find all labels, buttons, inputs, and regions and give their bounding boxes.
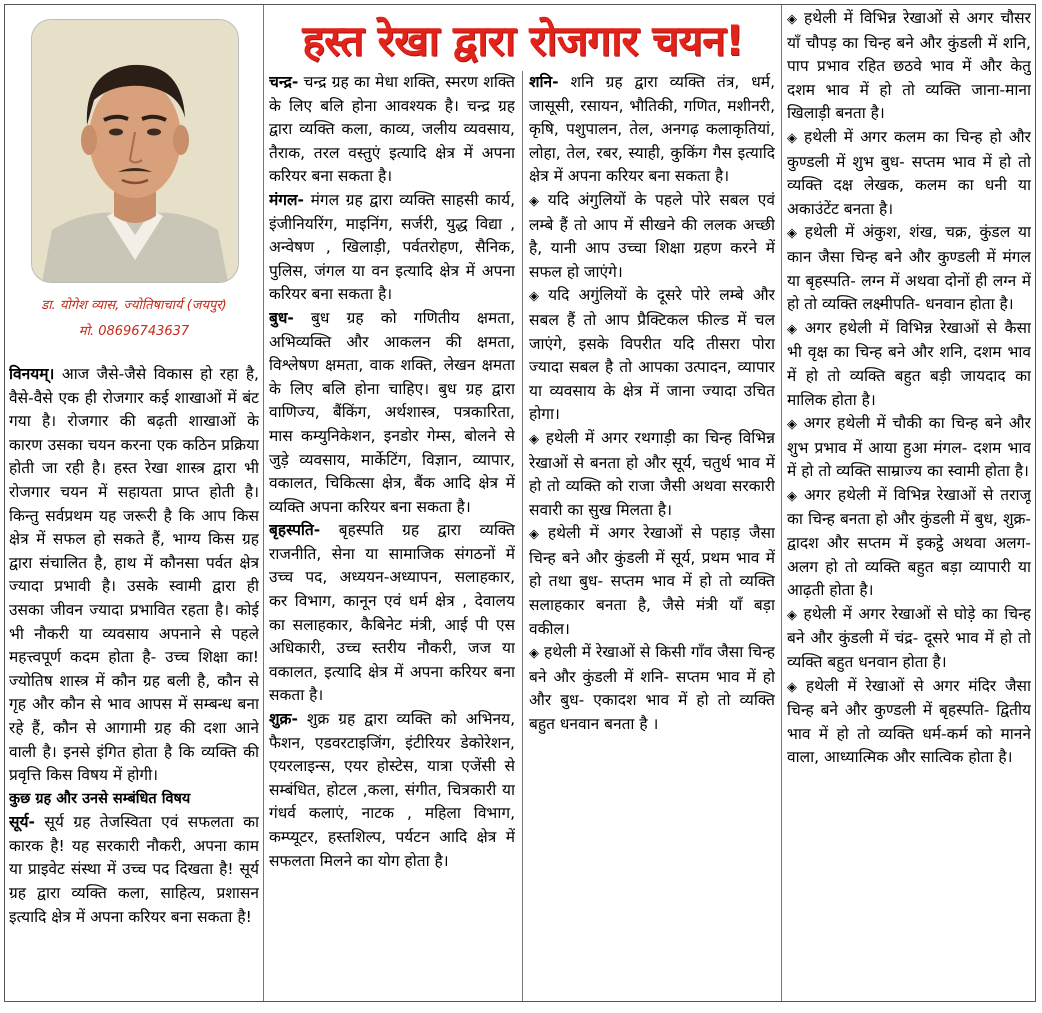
planet-name: मंगल- xyxy=(269,190,304,209)
author-photo xyxy=(31,19,239,283)
column-divider xyxy=(522,71,523,1001)
point-item: ◈ हथेली में अगर रेखाओं से पहाड़ जैसा चिन्ह बने और कुंडली में सूर्य, प्रथम भाव में हो तथा बुध- सप्तम भाव में हो तो व्यक्ति सलाहकार बनता है, जैसे मंत्री याँ बड़ा वकील। xyxy=(529,524,775,638)
planet-text: चन्द्र ग्रह का मेधा शक्ति, स्मरण शक्ति के लिए बलि होना आवश्यक है। चन्द्र ग्रह द्वारा व्यक्ति कला, काव्य, जलीय व्यवसाय, तैराक, तरल वस्तुएं इत्यादि क्षेत्र में अपना करियर बना सकता है। xyxy=(269,73,515,186)
author-portrait-image xyxy=(32,20,238,282)
diamond-bullet-icon: ◈ xyxy=(787,417,797,433)
planet-name: बृहस्पति- xyxy=(269,521,321,540)
planet-text: बृहस्पति ग्रह द्वारा व्यक्ति राजनीति, सेना या सामाजिक संगठनों में उच्च पद, अध्ययन-अध्यापन, सलाहकार, कर विभाग, कानून एवं धर्म क्षेत्र , देवालय का सलाहकार, कैबिनेट मंत्री, आई पी एस अधिकारी, उच्च स्तरीय नौकरी, जज या वकालत, इत्यादि क्षेत्र में अपना करियर बना सकता है। xyxy=(269,521,515,705)
author-name: डा. योगेश व्यास, ज्योतिषाचार्य (जयपुर) xyxy=(41,298,227,313)
column-4 xyxy=(787,7,1031,1001)
intro-paragraph xyxy=(9,363,259,788)
column-1 xyxy=(9,5,259,1001)
intro-text: आज जैसे-जैसे विकास हो रहा है, वैसे-वैसे एक ही रोजगार कई शाखाओं में बंट गया है। रोजगार की बढ़ती शाखाओं के कारण उसका चयन करना एक कठिन प्रक्रिया होती जा रही है। हस्त रेखा शास्त्र द्वारा भी रोजगार चयन में सहायता प्राप्त होती है। किन्तु सर्वप्रथम यह जरूरी है कि आप किस क्षेत्र में सफल हो सकते हैं, भाग्य किस ग्रह द्वारा संचालित है, हाथ में कौनसा पर्वत क्षेत्र ज्यादा प्रभावी है। उसके स्वामी द्वारा ही उसका जीवन ज्यादा प्रभावित रहता है। कोई भी नौकरी या व्यवसाय अपनाने से पहले महत्त्वपूर्ण कदम होता है- उच्च शिक्षा का! ज्योतिष शास्त्र में कौन ग्रह बली है, कौन से गृह और कौन से भाव आपस में सम्बन्ध बना रहे हैं, कौन से आगामी ग्रह की दशा आने वाली है। इनसे इंगित होता है कि व्यक्ति की प्रवृत्ति किस विषय में होगी। xyxy=(9,365,259,785)
diamond-bullet-icon: ◈ xyxy=(787,488,797,504)
diamond-bullet-icon: ◈ xyxy=(787,607,797,623)
author-phone: मो. 08696743637 xyxy=(78,324,190,339)
diamond-bullet-icon: ◈ xyxy=(529,289,539,305)
point-item: ◈ हथेली में अगर रेखाओं से घोड़े का चिन्ह बने और कुंडली में चंद्र- दूसरे भाव में हो तो व्यक्ति बहुत धनवान होता है। xyxy=(787,604,1031,672)
intro-lead: विनयम्। xyxy=(9,365,55,383)
planet-text: शुक्र ग्रह द्वारा व्यक्ति को अभिनय, फैशन, एडवरटाइजिंग, इंटीरियर डेकोरेशन, एयरलाइन्स, एयर होस्टेस, यात्रा एजेंसी से सम्बंधित, होटल ,कला, संगीत, चित्रकारी या गंधर्व कलाएं, नाटक , महिला विभाग, कम्प्यूटर, हस्तशिल्प, पर्यटन आदि क्षेत्र में सफलता मिलने का योग होता है। xyxy=(269,710,515,870)
point-item: ◈ यदि अगुंलियों के दूसरे पोरे लम्बे और सबल हैं तो आप प्रैक्टिकल फील्ड में चल जाएंगे, इसके विपरीत यदि तीसरा पोरा ज्यादा सबल है तो आपका उत्पादन, व्यापार या व्यवसाय के क्षेत्र में जाना ज्यादा उचित होगा। xyxy=(529,286,775,424)
diamond-bullet-icon: ◈ xyxy=(529,193,539,209)
subheading: कुछ ग्रह और उनसे सम्बंधित विषय xyxy=(9,790,191,807)
planet-paragraph-venus xyxy=(269,708,515,873)
planet-paragraph-moon xyxy=(269,71,515,189)
planet-text: सूर्य ग्रह तेजस्विता एवं सफलता का कारक है! यह सरकारी नौकरी, अपना काम या प्राइवेट संस्था में उच्च पद दिखता है! सूर्य ग्रह द्वारा व्यक्ति कला, साहित्य, प्रशासन इत्यादि क्षेत्र में अपना करियर बना सकता है! xyxy=(9,813,259,926)
diamond-bullet-icon: ◈ xyxy=(529,646,539,662)
point-item: ◈ हथेली में अगर रथगाड़ी का चिन्ह विभिन्न रेखाओं से बनता हो और सूर्य, चतुर्थ भाव में हो तो व्यक्ति को राजा जैसी अथवा सरकारी सवारी का सुख मिलता है। xyxy=(529,428,775,519)
point-item: ◈ अगर हथेली में विभिन्न रेखाओं से कैसा भी वृक्ष का चिन्ह बने और शनि, दशम भाव में हो तो व्यक्ति बहुत बड़ी जायदाद का मालिक होता है। xyxy=(787,318,1031,409)
planet-text: बुध ग्रह को गणितीय क्षमता, अभिव्यक्ति और आकलन की क्षमता, विश्लेषण क्षमता, वाक शक्ति, लेखन क्षमता के लिए बलि होना चाहिए। बुध ग्रह द्वारा वाणिज्य, बैंकिंग, अर्थशास्त्र, पत्रकारिता, मास कम्युनिकेशन, इनडोर गेम्स, बोलने से जुड़े व्यवसाय, मार्केटिंग, विज्ञान, व्यापार, वकालत, चिकित्सा क्षेत्र, बैंक आदि क्षेत्र में व्यक्ति अपना करियर बना सकता है। xyxy=(269,308,515,516)
column-divider xyxy=(781,5,782,1001)
diamond-bullet-icon: ◈ xyxy=(787,130,797,146)
point-item: ◈ अगर हथेली में विभिन्न रेखाओं से तराजू का चिन्ह बनता हो और कुंडली में बुध, शुक्र- द्वादश और सप्तम में इकट्ठे अथवा अलग-अलग हो तो व्यक्ति बहुत बड़ा व्यापारी या आढ़ती होता है। xyxy=(787,485,1031,600)
diamond-bullet-icon: ◈ xyxy=(787,226,797,242)
diamond-bullet-icon: ◈ xyxy=(787,679,797,695)
point-item: ◈ हथेली में अंकुश, शंख, चक्र, कुंडल या कान जैसा चिन्ह बने और कुण्डली में मंगल या बृहस्पति- लग्न में अथवा दोनों ही लग्न में हो तो व्यक्ति लक्ष्मीपति- धनवान होता है। xyxy=(787,223,1031,314)
column-divider xyxy=(263,5,264,1001)
column-2-body xyxy=(269,71,515,1001)
diamond-bullet-icon: ◈ xyxy=(529,431,539,447)
planet-name: शनि- xyxy=(529,73,559,91)
point-item: ◈ अगर हथेली में चौकी का चिन्ह बने और शुभ प्रभाव में आया हुआ मंगल- दशम भाव में हो तो व्यक्ति साम्राज्य का स्वामी होता है। xyxy=(787,414,1031,481)
planet-name: बुध- xyxy=(269,308,294,327)
planet-text: मंगल ग्रह द्वारा व्यक्ति साहसी कार्य, इंजीनियरिंग, माइनिंग, सर्जरी, युद्ध विद्या , अन्वेषण , खिलाड़ी, पर्वतरोहण, सैनिक, पुलिस, जंगल या वन इत्यादि क्षेत्र में अपना करियर बना सकता है। xyxy=(269,190,515,304)
point-item: ◈ हथेली में रेखाओं से अगर मंदिर जैसा चिन्ह बने और कुण्डली में बृहस्पति- द्वितीय भाव में हो तो व्यक्ति धर्म-कर्म को मानने वाला, आध्यात्मिक और सात्विक होता है। xyxy=(787,676,1031,767)
planet-name: शुक्र- xyxy=(269,710,298,729)
planet-paragraph-mars xyxy=(269,189,515,307)
point-item: ◈ हथेली में रेखाओं से किसी गाँव जैसा चिन्ह बने और कुंडली में शनि- सप्तम भाव में हो और बुध- एकादश भाव में हो तो व्यक्ति बहुत धनवान बनता है । xyxy=(529,643,775,734)
planet-paragraph-saturn xyxy=(529,71,775,189)
column-3 xyxy=(529,71,775,1001)
point-item: ◈ हथेली में अगर कलम का चिन्ह हो और कुण्डली में शुभ बुध- सप्तम भाव में हो तो व्यक्ति दक्ष लेखक, कलम का धनी या अकाउंटेंट बनता है। xyxy=(787,127,1031,218)
diamond-bullet-icon: ◈ xyxy=(787,321,797,337)
point-item: ◈ हथेली में विभिन्न रेखाओं से अगर चौसर याँ चौपड़ का चिन्ह बने और कुंडली में शनि, पाप प्रभाव रहित छठवे भाव में और केतु दशम भाव में हो तो व्यक्ति जाना-माना खिलाड़ी बनता है। xyxy=(787,9,1031,123)
planet-name: चन्द्र- xyxy=(269,73,299,91)
headline: हस्त रेखा द्वारा रोजगार चयन! xyxy=(302,16,744,65)
point-item: ◈ यदि अंगुलियों के पहले पोरे सबल एवं लम्बे हैं तो आप में सीखने की ललक अच्छी है, यानी आप उच्चा शिक्षा ग्रहण करने में सफल हो जाएंगे। xyxy=(529,190,775,281)
planet-paragraph-jupiter xyxy=(269,519,515,708)
diamond-bullet-icon: ◈ xyxy=(529,527,539,543)
planet-name: सूर्य- xyxy=(9,813,35,832)
newspaper-article xyxy=(4,4,1036,1002)
diamond-bullet-icon: ◈ xyxy=(787,12,797,27)
planet-paragraph-sun xyxy=(9,811,259,929)
planet-paragraph-mercury xyxy=(269,307,515,519)
planet-text: शनि ग्रह द्वारा व्यक्ति तंत्र, धर्म, जासूसी, रसायन, भौतिकी, गणित, मशीनरी, कृषि, पशुपालन, तेल, अनगढ़ कलाकृतियां, लोहा, तेल, रबर, स्याही, कुकिंग गैस इत्यादि क्षेत्र में अपना करियर बना सकता है। xyxy=(529,73,775,186)
